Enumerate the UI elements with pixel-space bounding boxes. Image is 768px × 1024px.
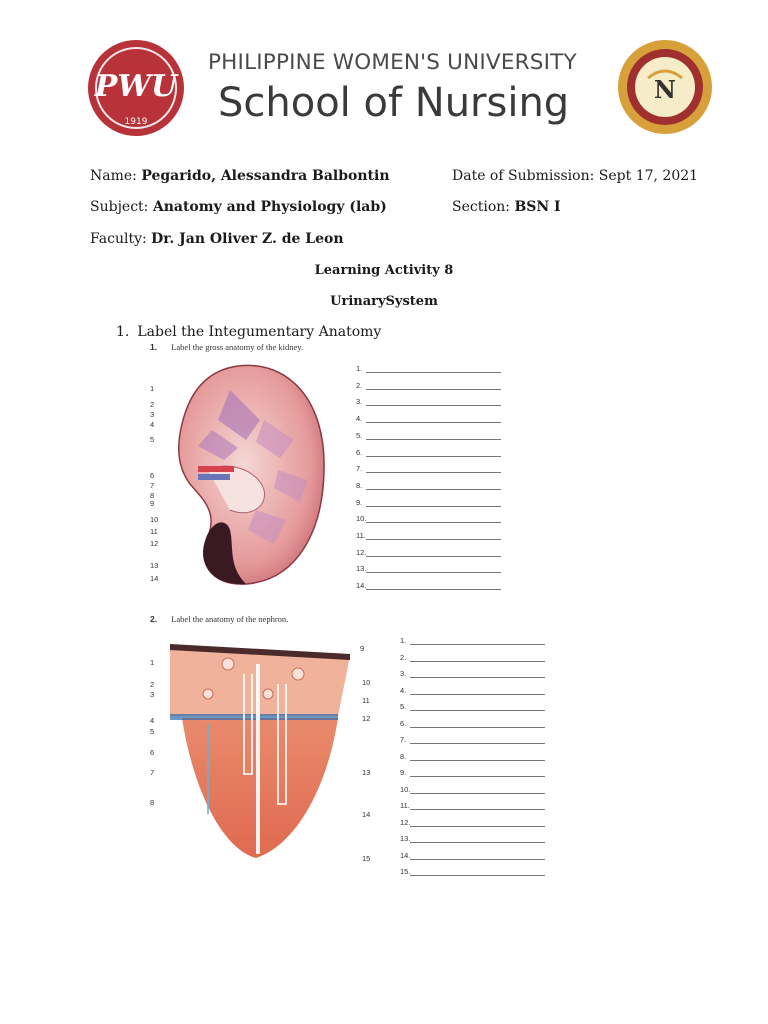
- kidney-label-13: 13: [150, 561, 159, 570]
- kidney-label-6: 6: [150, 471, 155, 480]
- answer-blank[interactable]: [366, 383, 501, 390]
- faculty-line: [90, 231, 344, 247]
- kidney-answer-number: 12.: [356, 547, 367, 557]
- nephron-answer-number: 3.: [400, 669, 407, 678]
- nephron-answer-number: 2.: [400, 652, 407, 662]
- kidney-label-2: 2: [150, 400, 155, 409]
- nephron-label-3: 3: [150, 690, 155, 699]
- kidney-answer-line-1[interactable]: [356, 364, 501, 373]
- nephron-answer-line-15[interactable]: [400, 867, 545, 876]
- nephron-label-2: 2: [150, 680, 155, 689]
- nephron-label-1: 1: [150, 658, 155, 667]
- name-label: Name:: [90, 168, 137, 184]
- answer-blank[interactable]: [410, 820, 545, 827]
- pwu-logo-year: 1919: [124, 117, 148, 127]
- nephron-answer-number: 4.: [400, 685, 407, 695]
- school-name: PHILIPPINE WOMEN'S UNIVERSITY: [208, 50, 577, 75]
- answer-blank[interactable]: [366, 583, 501, 590]
- nephron-answer-line-3[interactable]: [400, 669, 545, 678]
- part1-heading: [150, 342, 303, 352]
- section-value: BSN I: [514, 199, 561, 215]
- kidney-answer-line-3[interactable]: [356, 397, 501, 406]
- nephron-label-5: 5: [150, 727, 155, 736]
- kidney-label-11: 11: [150, 527, 158, 536]
- part2-number: 2.: [150, 614, 158, 624]
- part1-text: Label the gross anatomy of the kidney.: [171, 342, 304, 352]
- answer-blank[interactable]: [410, 754, 545, 761]
- kidney-label-8: 8: [150, 491, 155, 500]
- kidney-label-5: 5: [150, 435, 155, 444]
- kidney-answer-line-14[interactable]: [356, 581, 501, 590]
- answer-blank[interactable]: [410, 688, 545, 695]
- kidney-answer-line-11[interactable]: [356, 531, 501, 540]
- nursing-seal-letter: N: [654, 75, 676, 104]
- nephron-answer-line-9[interactable]: [400, 768, 545, 777]
- pwu-logo-text: PWU: [94, 69, 178, 104]
- answer-blank[interactable]: [366, 500, 501, 507]
- answer-blank[interactable]: [366, 466, 501, 473]
- kidney-answer-number: 9.: [356, 497, 363, 507]
- nephron-label-4: 4: [150, 716, 155, 725]
- nephron-answer-number: 14.: [400, 850, 411, 860]
- answer-blank[interactable]: [410, 770, 545, 777]
- kidney-answer-line-5[interactable]: [356, 431, 501, 440]
- faculty-value: Dr. Jan Oliver Z. de Leon: [151, 231, 344, 247]
- question-1-number: 1.: [116, 324, 130, 340]
- activity-subtitle: UrinarySystem: [330, 294, 438, 309]
- date-value: Sept 17, 2021: [598, 168, 699, 184]
- answer-blank[interactable]: [410, 787, 545, 794]
- kidney-label-4: 4: [150, 420, 155, 429]
- nephron-answer-line-10[interactable]: [400, 785, 545, 794]
- answer-blank[interactable]: [366, 416, 501, 423]
- nephron-answer-number: 13.: [400, 834, 411, 843]
- kidney-answer-number: 5.: [356, 430, 363, 440]
- part1-number: 1.: [150, 342, 158, 352]
- nephron-answer-line-8[interactable]: [400, 752, 545, 761]
- answer-blank[interactable]: [366, 550, 501, 557]
- kidney-answer-line-2[interactable]: [356, 381, 501, 390]
- nephron-answer-line-14[interactable]: [400, 851, 545, 860]
- nephron-answer-line-2[interactable]: [400, 653, 545, 662]
- nephron-answer-number: 11.: [400, 801, 410, 810]
- nephron-answer-number: 8.: [400, 751, 407, 761]
- activity-title: Learning Activity 8: [314, 263, 454, 278]
- answer-blank[interactable]: [410, 655, 545, 662]
- kidney-answer-number: 11.: [356, 531, 366, 540]
- nephron-answer-number: 12.: [400, 817, 411, 827]
- kidney-label-1: 1: [150, 384, 155, 393]
- nephron-diagram: [168, 634, 352, 864]
- worksheet-image: [138, 342, 588, 912]
- nephron-answer-line-7[interactable]: [400, 735, 545, 744]
- answer-blank[interactable]: [410, 853, 545, 860]
- kidney-answer-line-10[interactable]: [356, 514, 501, 523]
- nephron-label-13: 13: [362, 768, 371, 777]
- kidney-label-12: 12: [150, 539, 159, 548]
- nephron-label-10: 10: [362, 678, 371, 687]
- nephron-label-9: 9: [360, 644, 365, 653]
- pwu-logo: [86, 38, 186, 138]
- kidney-answer-line-4[interactable]: [356, 414, 501, 423]
- answer-blank[interactable]: [366, 450, 501, 457]
- answer-blank[interactable]: [366, 366, 501, 373]
- nephron-answer-line-4[interactable]: [400, 686, 545, 695]
- kidney-answer-number: 3.: [356, 397, 363, 407]
- answer-blank[interactable]: [410, 638, 545, 645]
- kidney-answer-number: 8.: [356, 480, 363, 490]
- nephron-label-7: 7: [150, 768, 155, 777]
- answer-blank[interactable]: [410, 803, 545, 810]
- nephron-answer-number: 9.: [400, 768, 407, 777]
- kidney-answer-line-7[interactable]: [356, 464, 501, 473]
- nephron-label-15: 15: [362, 854, 371, 863]
- nephron-label-8: 8: [150, 798, 155, 807]
- nephron-label-12: 12: [362, 714, 371, 723]
- nephron-answer-number: 6.: [400, 718, 407, 728]
- answer-blank[interactable]: [366, 516, 501, 523]
- kidney-answer-line-12[interactable]: [356, 548, 501, 557]
- kidney-answer-number: 10.: [356, 514, 367, 524]
- question-1: [116, 324, 381, 340]
- nephron-label-14: 14: [362, 810, 371, 819]
- kidney-answer-number: 7.: [356, 464, 363, 474]
- kidney-label-14: 14: [150, 574, 159, 583]
- nephron-answer-line-5[interactable]: [400, 702, 545, 711]
- school-subtitle: School of Nursing: [218, 80, 570, 126]
- kidney-answer-line-9[interactable]: [356, 498, 501, 507]
- answer-blank[interactable]: [366, 433, 501, 440]
- answer-blank[interactable]: [366, 566, 501, 573]
- nephron-answer-number: 5.: [400, 702, 407, 711]
- kidney-label-7: 7: [150, 481, 155, 490]
- subject-value: Anatomy and Physiology (lab): [152, 199, 387, 215]
- kidney-label-10: 10: [150, 515, 159, 524]
- kidney-answer-number: 13.: [356, 564, 367, 574]
- kidney-label-9: 9: [150, 499, 155, 508]
- answer-blank[interactable]: [410, 671, 545, 678]
- nephron-label-11: 11: [362, 696, 370, 705]
- question-1-text: Label the Integumentary Anatomy: [137, 324, 382, 340]
- kidney-answer-number: 14.: [356, 581, 367, 591]
- name-line: [90, 168, 390, 184]
- nephron-answer-line-13[interactable]: [400, 834, 545, 843]
- kidney-answer-number: 6.: [356, 447, 363, 457]
- kidney-answer-line-13[interactable]: [356, 564, 501, 573]
- subject-line: [90, 199, 387, 215]
- nephron-answer-line-11[interactable]: [400, 801, 545, 810]
- kidney-answer-number: 2.: [356, 380, 363, 390]
- answer-blank[interactable]: [366, 533, 501, 540]
- answer-blank[interactable]: [410, 737, 545, 744]
- subject-label: Subject:: [90, 199, 149, 215]
- date-label: Date of Submission:: [452, 168, 595, 184]
- nephron-answer-line-12[interactable]: [400, 818, 545, 827]
- part2-text: Label the anatomy of the nephron.: [171, 614, 289, 624]
- section-line: [452, 199, 561, 215]
- answer-blank[interactable]: [410, 721, 545, 728]
- kidney-label-3: 3: [150, 410, 155, 419]
- answer-blank[interactable]: [410, 869, 545, 876]
- kidney-answer-number: 1.: [356, 364, 363, 373]
- section-label: Section:: [452, 199, 510, 215]
- name-value: Pegarido, Alessandra Balbontin: [141, 168, 390, 184]
- date-line: [452, 168, 698, 184]
- nursing-seal: [616, 38, 714, 136]
- nephron-label-6: 6: [150, 748, 155, 757]
- nephron-answer-number: 1.: [400, 636, 407, 645]
- kidney-diagram: [168, 360, 328, 590]
- kidney-answer-line-8[interactable]: [356, 481, 501, 490]
- answer-blank[interactable]: [366, 483, 501, 490]
- nephron-answer-number: 10.: [400, 784, 411, 794]
- nephron-answer-line-1[interactable]: [400, 636, 545, 645]
- answer-blank[interactable]: [410, 836, 545, 843]
- answer-blank[interactable]: [410, 704, 545, 711]
- kidney-answer-line-6[interactable]: [356, 448, 501, 457]
- part2-heading: [150, 614, 288, 624]
- faculty-label: Faculty:: [90, 231, 147, 247]
- kidney-answer-number: 4.: [356, 414, 363, 424]
- nephron-answer-line-6[interactable]: [400, 719, 545, 728]
- answer-blank[interactable]: [366, 399, 501, 406]
- nephron-answer-number: 15.: [400, 867, 411, 876]
- nephron-answer-number: 7.: [400, 735, 407, 744]
